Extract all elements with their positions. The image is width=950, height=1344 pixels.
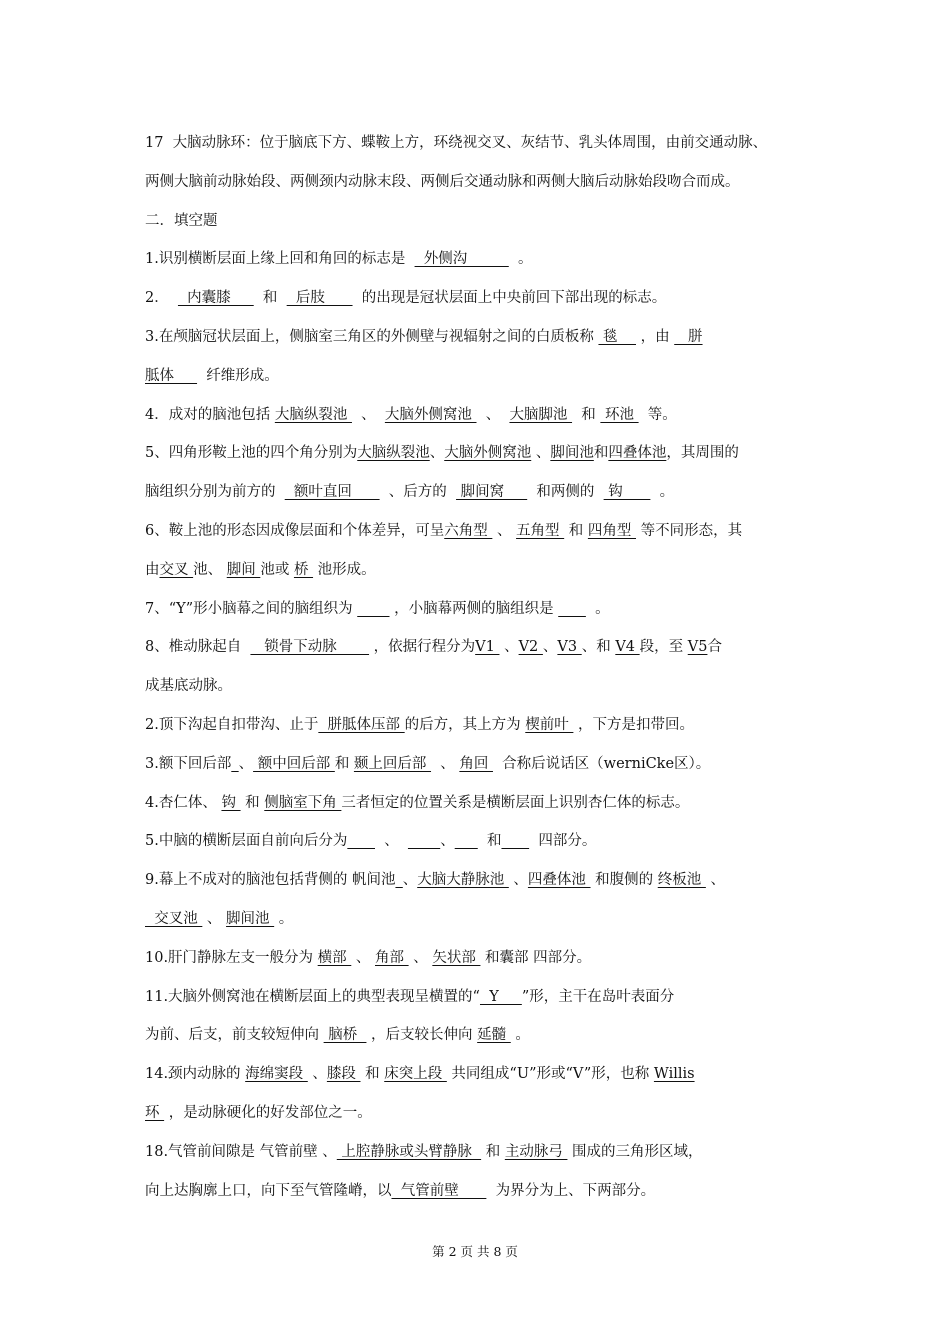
text-line <box>145 1094 813 1133</box>
text-segment: 2.顶下沟起自扣带沟、止于 <box>145 716 319 733</box>
text-segment: 围成的三角形区域， <box>567 1143 703 1160</box>
answer-blank: 侧脑室下角 <box>264 794 342 811</box>
text-segment: 18.气管前间隙是 气管前壁 、 <box>145 1143 337 1160</box>
answer-blank: 五角型 <box>516 522 565 539</box>
text-segment: 、后方的 <box>379 484 457 501</box>
text-segment: 和 <box>334 755 354 772</box>
text-segment: ”形，主干在岛叶表面分 <box>521 988 675 1005</box>
answer-blank: 床突上段 <box>384 1066 447 1083</box>
text-segment: 和 <box>593 445 609 462</box>
answer-blank: 大脑外侧窝池 <box>384 406 477 423</box>
text-line <box>145 240 813 279</box>
answer-blank: 桥 <box>293 561 314 578</box>
answer-blank: V2 <box>518 639 543 656</box>
text-segment: ，小脑幕两侧的脑组织是 <box>389 600 559 617</box>
text-line <box>145 1133 813 1172</box>
text-segment: 5、四角形鞍上池的四个角分别为 <box>145 445 358 462</box>
text-segment: 成基底动脉。 <box>145 678 232 695</box>
answer-blank: 大脑纵裂池 <box>274 406 352 423</box>
answer-blank <box>408 833 440 849</box>
answer-blank <box>558 601 586 617</box>
text-segment: 和 <box>572 406 601 423</box>
answer-blank: 胼胝体压部 <box>318 716 405 733</box>
text-segment: ，下方是扣带回。 <box>573 716 694 733</box>
text-segment: ，依据行程分为 <box>369 639 476 656</box>
answer-blank: 环 <box>145 1104 165 1121</box>
text-line <box>145 939 813 978</box>
text-segment: 11.大脑外侧窝池在横断层面上的典型表现呈横置的“ <box>145 988 480 1005</box>
text-segment: 和 <box>360 1066 385 1083</box>
text-line <box>145 512 813 551</box>
answer-blank: 膝段 <box>326 1066 361 1083</box>
text-segment: 两侧大脑前动脉始段、两侧颈内动脉末段、两侧后交通动脉和两侧大脑后动脉始段吻合而成。 <box>145 173 740 190</box>
answer-blank: 海绵窦段 <box>245 1066 308 1083</box>
answer-blank: 上腔静脉或头臂静脉 <box>336 1143 482 1160</box>
text-segment: 、 <box>429 445 445 462</box>
text-segment: 和两侧的 <box>527 484 604 501</box>
text-segment: 为界分为上、下两部分。 <box>486 1182 656 1199</box>
text-segment: 。 <box>508 251 533 268</box>
document-body <box>145 124 813 1210</box>
text-segment: 池、 <box>193 561 227 578</box>
text-line <box>145 434 813 473</box>
answer-blank: 额中回后部 <box>253 755 335 772</box>
answer-blank: Willis <box>653 1066 695 1083</box>
answer-blank <box>455 833 478 849</box>
answer-blank: 胝体 <box>145 367 198 384</box>
text-segment: 纤维形成。 <box>197 367 279 384</box>
text-segment: 4.杏仁体、 <box>145 794 222 811</box>
text-segment: 5.中脑的横断层面自前向后分为 <box>145 833 348 850</box>
answer-blank: 外侧沟 <box>414 251 509 268</box>
text-segment: 和 <box>253 290 287 307</box>
answer-blank: 脑桥 <box>323 1027 367 1044</box>
text-segment: 4．成对的脑池包括 <box>145 406 275 423</box>
text-segment: 等不同形态，其 <box>636 522 743 539</box>
text-line <box>145 279 813 318</box>
text-segment: 、 <box>351 949 375 966</box>
answer-blank: V3 <box>557 639 582 656</box>
answer-blank: 环池 <box>600 406 639 423</box>
text-segment: ，后支较长伸向 <box>366 1027 478 1044</box>
text-line <box>145 861 813 900</box>
text-line <box>145 163 813 202</box>
text-segment: 脑组织分别为前方的 <box>145 484 285 501</box>
answer-blank: 矢状部 <box>432 949 481 966</box>
text-segment: 和 <box>240 794 265 811</box>
text-line <box>145 706 813 745</box>
text-line <box>145 473 813 512</box>
answer-blank: 脚间窝 <box>456 484 528 501</box>
page-footer: 第 2 页 共 8 页 <box>432 1244 518 1259</box>
text-segment: 、 <box>408 949 433 966</box>
text-line <box>145 396 813 435</box>
answer-blank <box>357 601 389 617</box>
text-segment: 和 <box>564 522 588 539</box>
text-segment: 的出现是冠状层面上中央前回下部出现的标志。 <box>352 290 667 307</box>
answer-blank: 气管前壁 <box>391 1182 487 1199</box>
text-line <box>145 784 813 823</box>
text-segment: 、 <box>307 1066 327 1083</box>
text-segment: 。 <box>650 484 675 501</box>
text-segment: 为前、后支，前支较短伸向 <box>145 1027 324 1044</box>
answer-blank: 额叶直回 <box>284 484 380 501</box>
answer-blank: Y <box>479 988 522 1005</box>
text-segment: 8、椎动脉起自 <box>145 639 251 656</box>
text-segment: ，其周围的 <box>666 445 739 462</box>
text-segment: 共同组成“U”形或“V”形，也称 <box>446 1066 654 1083</box>
text-line <box>145 667 813 706</box>
answer-blank: 四角型 <box>587 522 636 539</box>
text-segment: 。 <box>510 1027 530 1044</box>
text-segment: 、 <box>202 910 227 927</box>
text-segment: ，是动脉硬化的好发部位之一。 <box>164 1104 372 1121</box>
answer-blank: 钩 <box>603 484 651 501</box>
text-segment: 6、鞍上池的形态因成像层面和个体差异，可呈 <box>145 522 445 539</box>
answer-blank: V5 <box>687 639 708 656</box>
text-line <box>145 1055 813 1094</box>
text-segment: 、 <box>531 445 551 462</box>
answer-blank: _ <box>231 755 239 772</box>
answer-blank: 大脑纵裂池 <box>357 445 430 462</box>
text-segment: 3.额下回后部 <box>145 755 232 772</box>
answer-blank: 交叉 <box>159 561 194 578</box>
text-segment: 和腹侧的 <box>590 872 658 889</box>
answer-blank: 胼 <box>674 328 703 345</box>
answer-blank: 颞上回后部 <box>353 755 432 772</box>
text-line <box>145 551 813 590</box>
text-line <box>145 1172 813 1211</box>
text-segment: 和囊部 四部分。 <box>480 949 592 966</box>
text-line <box>145 590 813 629</box>
answer-blank: V1 <box>475 639 500 656</box>
text-segment: 9.幕上不成对的脑池包括背侧的 帆间池 <box>145 872 396 889</box>
text-segment: 。 <box>585 600 610 617</box>
text-segment: 四部分。 <box>529 833 597 850</box>
text-segment: 、 <box>508 872 528 889</box>
answer-blank: 六角型 <box>444 522 493 539</box>
text-segment: 段，至 <box>639 639 688 656</box>
answer-blank <box>501 833 529 849</box>
text-segment: 、 <box>705 872 725 889</box>
text-segment: 、 <box>476 406 510 423</box>
text-segment: 、 <box>542 639 558 656</box>
text-line <box>145 745 813 784</box>
text-segment: 、 <box>375 833 408 850</box>
answer-blank: 四叠体池 <box>608 445 667 462</box>
text-segment: 、 <box>238 755 254 772</box>
answer-blank: 毯 <box>598 328 636 345</box>
text-segment: 和 <box>477 833 502 850</box>
answer-blank: 后肢 <box>286 290 353 307</box>
answer-blank: 脚间池 <box>226 910 275 927</box>
text-segment: 14.颈内动脉的 <box>145 1066 246 1083</box>
answer-blank: 钩 <box>221 794 241 811</box>
answer-blank <box>347 833 375 849</box>
text-line <box>145 628 813 667</box>
answer-blank: 主动脉弓 <box>504 1143 568 1160</box>
text-segment: 、 <box>402 872 418 889</box>
text-segment: 二．填空题 <box>145 212 218 229</box>
text-segment: 17 大脑动脉环：位于脑底下方、蝶鞍上方，环绕视交叉、灰结节、乳头体周围，由前交通动脉、 <box>145 135 768 151</box>
text-line <box>145 357 813 396</box>
answer-blank: 脚间池 <box>550 445 594 462</box>
text-line <box>145 1016 813 1055</box>
text-segment: 向上达胸廓上口，向下至气管隆嵴，以 <box>145 1182 392 1199</box>
text-segment: 、 <box>492 522 517 539</box>
text-segment: 等。 <box>638 406 677 423</box>
text-segment: 、和 <box>581 639 616 656</box>
answer-blank: V4 <box>615 639 640 656</box>
text-segment: 合称后说话区（werniCke区）。 <box>492 755 711 772</box>
text-line <box>145 318 813 357</box>
text-segment: 、 <box>440 833 455 850</box>
text-segment: 3.在颅脑冠状层面上，侧脑室三角区的外侧壁与视辐射之间的白质板称 <box>145 328 599 345</box>
text-line <box>145 124 813 163</box>
answer-blank: 楔前叶 <box>525 716 574 733</box>
answer-blank: 四叠体池 <box>527 872 591 889</box>
answer-blank: 大脑脚池 <box>509 406 573 423</box>
text-line <box>145 202 813 241</box>
text-segment: 、 <box>431 755 460 772</box>
text-line <box>145 978 813 1017</box>
answer-blank: 终板池 <box>657 872 706 889</box>
text-segment: 1.识别横断层面上缘上回和角回的标志是 <box>145 251 415 268</box>
text-segment: 、 <box>351 406 385 423</box>
text-segment: 10.肝门静脉左支一般分为 <box>145 949 318 966</box>
text-segment: 由 <box>145 561 160 578</box>
text-segment: 7、“Y”形小脑幕之间的脑组织为 <box>145 600 358 617</box>
answer-blank: 大脑大静脉池 <box>417 872 509 889</box>
text-segment: 、 <box>499 639 519 656</box>
answer-blank: 内囊膝 <box>177 290 254 307</box>
text-segment: 池形成。 <box>313 561 376 578</box>
answer-blank: 脚间 <box>226 561 261 578</box>
answer-blank: 延髓 <box>477 1027 511 1044</box>
text-segment: 的后方，其上方为 <box>404 716 526 733</box>
text-line <box>145 900 813 939</box>
text-segment: 和 <box>481 1143 505 1160</box>
answer-blank: _ <box>395 872 403 889</box>
text-segment: 2． <box>145 290 178 307</box>
text-segment: 。 <box>274 910 294 927</box>
answer-blank: 锁骨下动脉 <box>250 639 370 656</box>
text-segment: ，由 <box>636 328 675 345</box>
text-segment: 池或 <box>260 561 294 578</box>
answer-blank: 交叉池 <box>145 910 203 927</box>
text-segment: 合 <box>707 639 722 656</box>
answer-blank: 角回 <box>459 755 493 772</box>
answer-blank: 角部 <box>375 949 409 966</box>
text-segment: 三者恒定的位置关系是横断层面上识别杏仁体的标志。 <box>341 794 690 811</box>
answer-blank: 横部 <box>317 949 352 966</box>
text-line <box>145 822 813 861</box>
answer-blank: 大脑外侧窝池 <box>444 445 532 462</box>
